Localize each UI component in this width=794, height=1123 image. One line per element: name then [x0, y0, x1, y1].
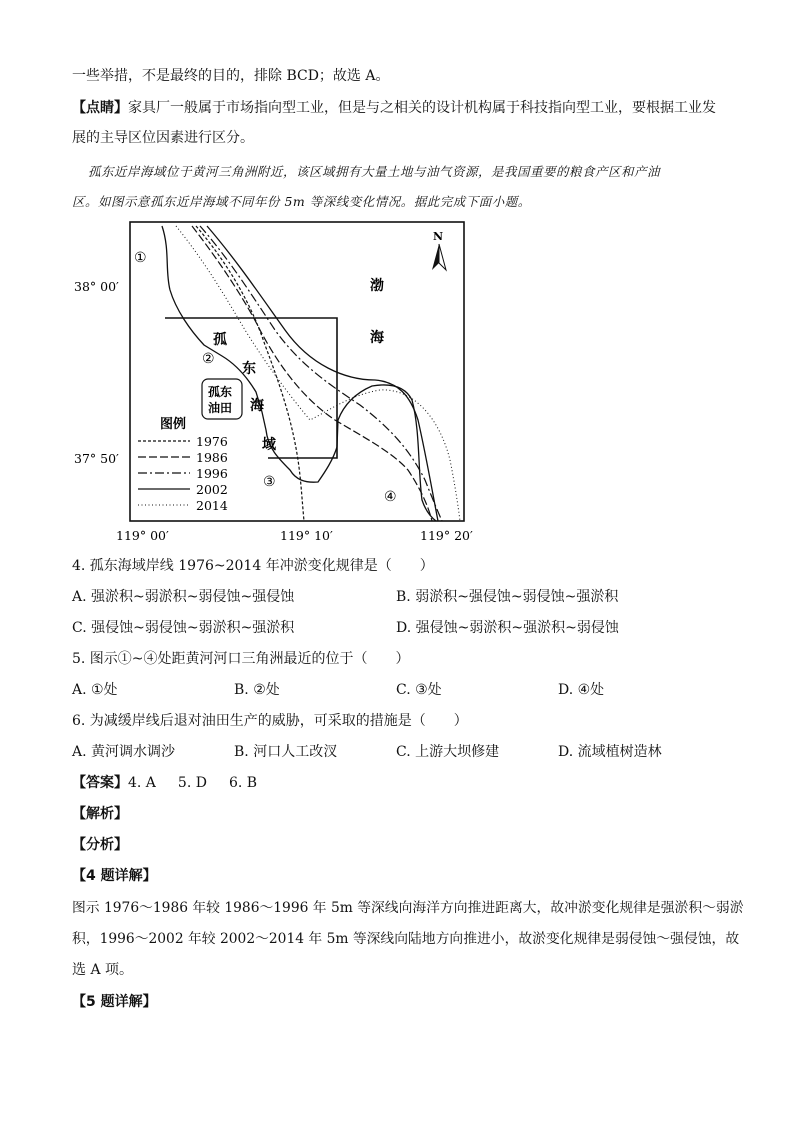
- q6-option-d: D. 流域植树造林: [558, 744, 662, 760]
- q4-option-b: B. 弱淤积~强侵蚀~弱侵蚀~强淤积: [396, 589, 619, 605]
- q5-option-c: C. ③处: [396, 682, 442, 698]
- lon-label-119-00: 119° 00′: [116, 528, 169, 543]
- legend-title: 图例: [160, 417, 187, 432]
- q5-stem: 5. 图示①~④处距黄河河口三角洲最近的位于（ ）: [72, 651, 410, 667]
- marker-4: ④: [384, 489, 397, 505]
- contour-1986: [192, 226, 432, 521]
- lat-label-38-00: 38° 00′: [74, 279, 119, 294]
- answer-line: [72, 773, 257, 793]
- answer-5: 5. D: [177, 775, 207, 791]
- region-char-1: 孤: [213, 332, 227, 348]
- marker-1: ①: [134, 250, 147, 266]
- d5-heading: 【5 题详解】: [72, 994, 157, 1010]
- fenxi-heading: 【分析】: [72, 837, 128, 853]
- marker-3: ③: [263, 474, 276, 490]
- answer-6: 6. B: [228, 775, 258, 791]
- legend-year-1996: 1996: [196, 466, 228, 481]
- depth-contour-map: [0, 0, 794, 560]
- q4-option-c: C. 强侵蚀~弱侵蚀~弱淤积~强淤积: [72, 620, 295, 636]
- lon-label-119-10: 119° 10′: [280, 528, 333, 543]
- answer-tag: 【答案】: [72, 775, 128, 791]
- passage-line-2: 区。如图示意孤东近岸海域不同年份 5m 等深线变化情况。据此完成下面小题。: [72, 194, 531, 209]
- tip-text-1: 家具厂一般属于市场指向型工业，但是与之相关的设计机构属于科技指向型工业，要根据工业发: [128, 100, 716, 116]
- q6-option-b: B. 河口人工改汊: [234, 744, 338, 760]
- region-char-3: 海: [250, 398, 264, 414]
- north-label: N: [433, 230, 444, 243]
- q6-option-c: C. 上游大坝修建: [396, 744, 500, 760]
- jiexi-heading: 【解析】: [72, 806, 128, 822]
- lon-label-119-20: 119° 20′: [420, 528, 473, 543]
- north-arrow-icon: [432, 244, 446, 270]
- legend: [138, 434, 228, 513]
- q4-option-a: A. 强淤积~弱淤积~弱侵蚀~强侵蚀: [72, 589, 295, 605]
- lat-label-37-50: 37° 50′: [74, 451, 119, 466]
- d4-line-1: 图示 1976～1986 年较 1986～1996 年 5m 等深线向海洋方向推进距离大，故冲淤变化规律是强淤积～弱淤: [72, 900, 744, 916]
- region-char-4: 域: [262, 437, 276, 453]
- legend-year-1986: 1986: [196, 450, 228, 465]
- oilfield-label-1: 孤东: [208, 385, 233, 399]
- map-frame: [130, 222, 464, 521]
- marker-2: ②: [202, 351, 215, 367]
- d4-line-3: 选 A 项。: [72, 962, 134, 978]
- oilfield-label-2: 油田: [208, 401, 233, 415]
- q6-stem: 6. 为减缓岸线后退对油田生产的威胁，可采取的措施是（ ）: [72, 713, 468, 729]
- legend-year-2002: 2002: [196, 482, 228, 497]
- d4-heading: 【4 题详解】: [72, 868, 157, 884]
- region-char-2: 东: [242, 361, 256, 377]
- q6-option-a: A. 黄河调水调沙: [72, 744, 176, 760]
- sea-label-2: 海: [370, 330, 384, 346]
- q5-option-d: D. ④处: [558, 682, 605, 698]
- answer-4: 4. A: [128, 775, 156, 791]
- legend-year-1976: 1976: [196, 434, 228, 449]
- study-area-box: [165, 318, 337, 458]
- intro-line: 一些举措，不是最终的目的，排除 BCD；故选 A。: [72, 68, 390, 84]
- tip-tag: 【点睛】: [72, 100, 128, 116]
- sea-label-1: 渤: [370, 278, 384, 294]
- tip-line-2: 展的主导区位因素进行区分。: [72, 130, 254, 146]
- legend-year-2014: 2014: [196, 498, 228, 513]
- q5-option-a: A. ①处: [72, 682, 118, 698]
- q4-option-d: D. 强侵蚀~弱淤积~强淤积~弱侵蚀: [396, 620, 619, 636]
- q4-stem: 4. 孤东海域岸线 1976~2014 年冲淤变化规律是（ ）: [72, 558, 434, 574]
- d4-line-2: 积，1996～2002 年较 2002～2014 年 5m 等深线向陆地方向推进小，故淤变化规律是弱侵蚀～强侵蚀，故: [72, 931, 740, 947]
- q5-option-b: B. ②处: [234, 682, 280, 698]
- passage-line-1: 孤东近岸海域位于黄河三角洲附近，该区域拥有大量土地与油气资源，是我国重要的粮食产区和产油: [88, 164, 661, 179]
